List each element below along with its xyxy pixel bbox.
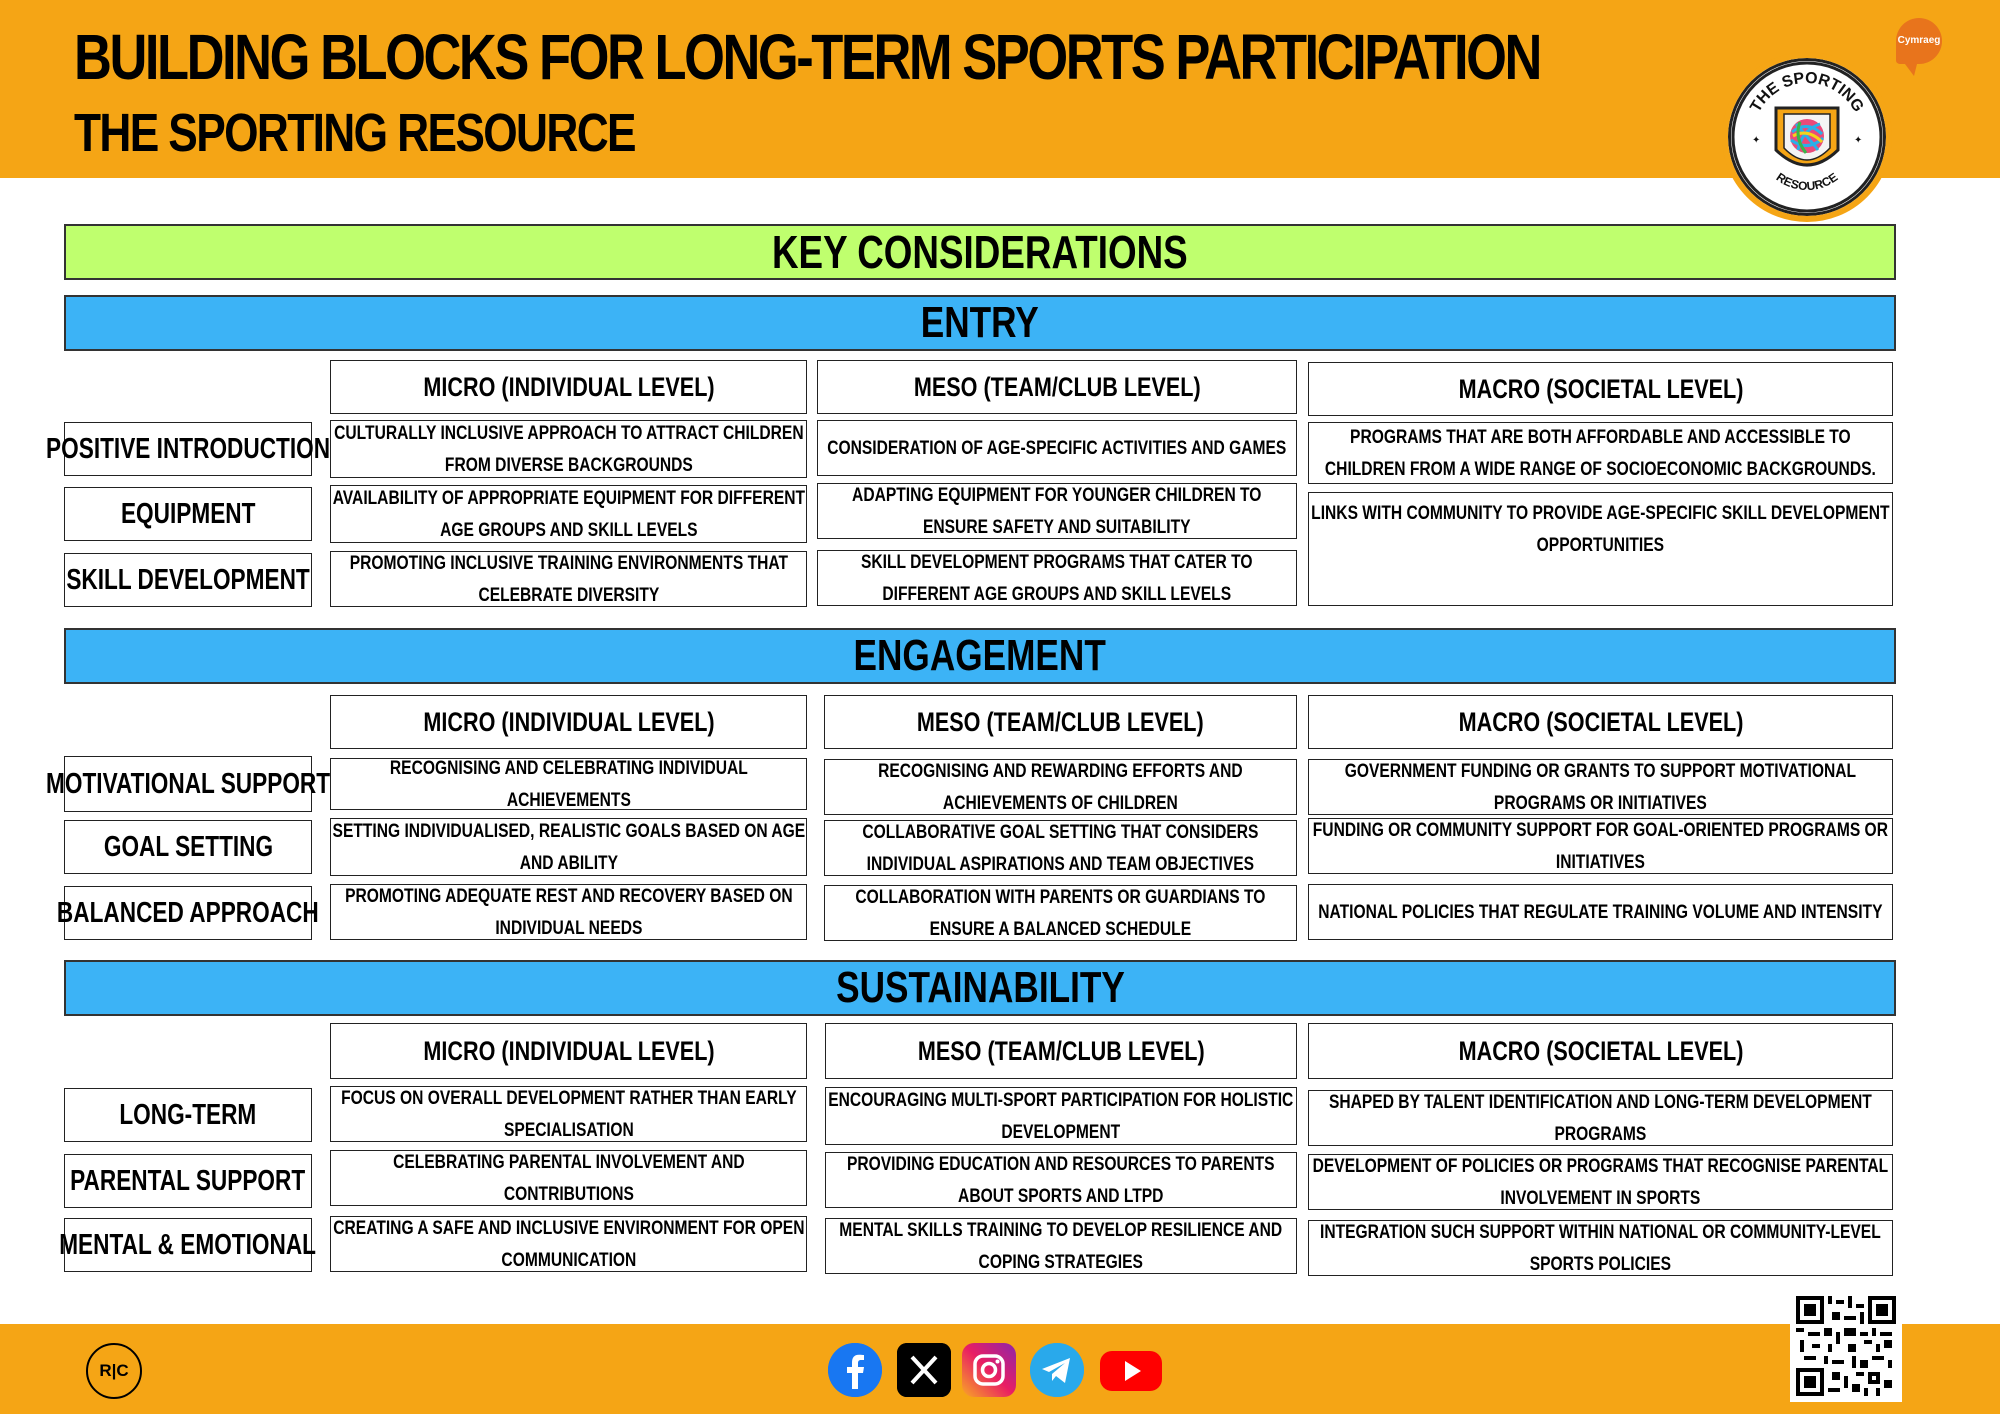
entry-meso-cell: CONSIDERATION OF AGE-SPECIFIC ACTIVITIES AND GAMES bbox=[817, 420, 1297, 476]
key-considerations-heading: KEY CONSIDERATIONS bbox=[64, 224, 1896, 280]
entry-macro-cell: PROGRAMS THAT ARE BOTH AFFORDABLE AND ACCESSIBLE TO CHILDREN FROM A WIDE RANGE OF SOCIOECONOMIC BACKGROUNDS. bbox=[1308, 422, 1893, 484]
sustainability-macro-cell: INTEGRATION SUCH SUPPORT WITHIN NATIONAL OR COMMUNITY-LEVEL SPORTS POLICIES bbox=[1308, 1220, 1893, 1276]
svg-text:✦: ✦ bbox=[1854, 135, 1863, 146]
entry-col-meso: MESO (TEAM/CLUB LEVEL) bbox=[817, 360, 1297, 414]
logo-graphic bbox=[1728, 58, 1886, 216]
engagement-macro-cell: GOVERNMENT FUNDING OR GRANTS TO SUPPORT MOTIVATIONAL PROGRAMS OR INITIATIVES bbox=[1308, 759, 1893, 815]
engagement-micro-cell: RECOGNISING AND CELEBRATING INDIVIDUAL ACHIEVEMENTS bbox=[330, 758, 807, 810]
svg-text:RESOURCE: RESOURCE bbox=[1773, 169, 1841, 194]
entry-row-equipment: EQUIPMENT bbox=[64, 487, 312, 541]
entry-macro-cell: LINKS WITH COMMUNITY TO PROVIDE AGE-SPECIFIC SKILL DEVELOPMENT OPPORTUNITIES bbox=[1308, 492, 1893, 606]
engagement-macro-cell: NATIONAL POLICIES THAT REGULATE TRAINING VOLUME AND INTENSITY bbox=[1308, 884, 1893, 940]
instagram-icon[interactable] bbox=[962, 1343, 1016, 1397]
entry-micro-cell: PROMOTING INCLUSIVE TRAINING ENVIRONMENTS THAT CELEBRATE DIVERSITY bbox=[330, 551, 807, 607]
entry-row-positive-introduction: POSITIVE INTRODUCTION bbox=[64, 422, 312, 476]
engagement-col-macro: MACRO (SOCIETAL LEVEL) bbox=[1308, 695, 1893, 749]
sustainability-row-long-term: LONG-TERM bbox=[64, 1088, 312, 1142]
sustainability-macro-cell: SHAPED BY TALENT IDENTIFICATION AND LONG-TERM DEVELOPMENT PROGRAMS bbox=[1308, 1090, 1893, 1146]
engagement-col-micro: MICRO (INDIVIDUAL LEVEL) bbox=[330, 695, 807, 749]
youtube-icon[interactable] bbox=[1104, 1343, 1158, 1397]
page-title: BUILDING BLOCKS FOR LONG-TERM SPORTS PARTICIPATION bbox=[74, 21, 1540, 93]
engagement-meso-cell: COLLABORATIVE GOAL SETTING THAT CONSIDERS INDIVIDUAL ASPIRATIONS AND TEAM OBJECTIVES bbox=[824, 820, 1297, 876]
facebook-icon[interactable] bbox=[828, 1343, 882, 1397]
language-toggle-label: Cymraeg bbox=[1897, 35, 1941, 46]
engagement-col-meso: MESO (TEAM/CLUB LEVEL) bbox=[824, 695, 1297, 749]
sustainability-meso-cell: ENCOURAGING MULTI-SPORT PARTICIPATION FOR HOLISTIC DEVELOPMENT bbox=[825, 1087, 1297, 1145]
sustainability-row-parental-support: PARENTAL SUPPORT bbox=[64, 1154, 312, 1208]
section-engagement-heading: ENGAGEMENT bbox=[64, 628, 1896, 684]
sustainability-macro-cell: DEVELOPMENT OF POLICIES OR PROGRAMS THAT RECOGNISE PARENTAL INVOLVEMENT IN SPORTS bbox=[1308, 1154, 1893, 1210]
entry-row-skill-development: SKILL DEVELOPMENT bbox=[64, 553, 312, 607]
svg-text:THE SPORTING: THE SPORTING bbox=[1747, 69, 1867, 116]
entry-meso-cell: SKILL DEVELOPMENT PROGRAMS THAT CATER TO DIFFERENT AGE GROUPS AND SKILL LEVELS bbox=[817, 550, 1297, 606]
svg-text:✦: ✦ bbox=[1752, 135, 1761, 146]
entry-col-micro: MICRO (INDIVIDUAL LEVEL) bbox=[330, 360, 807, 414]
x-icon[interactable] bbox=[897, 1343, 951, 1397]
sustainability-meso-cell: MENTAL SKILLS TRAINING TO DEVELOP RESILIENCE AND COPING STRATEGIES bbox=[825, 1218, 1297, 1274]
engagement-micro-cell: PROMOTING ADEQUATE REST AND RECOVERY BASED ON INDIVIDUAL NEEDS bbox=[330, 884, 807, 940]
sustainability-micro-cell: CREATING A SAFE AND INCLUSIVE ENVIRONMENT FOR OPEN COMMUNICATION bbox=[330, 1216, 807, 1272]
entry-micro-cell: CULTURALLY INCLUSIVE APPROACH TO ATTRACT CHILDREN FROM DIVERSE BACKGROUNDS bbox=[330, 420, 807, 478]
sustainability-col-meso: MESO (TEAM/CLUB LEVEL) bbox=[825, 1023, 1297, 1079]
telegram-icon[interactable] bbox=[1030, 1343, 1084, 1397]
engagement-micro-cell: SETTING INDIVIDUALISED, REALISTIC GOALS BASED ON AGE AND ABILITY bbox=[330, 818, 807, 876]
sporting-resource-logo bbox=[1722, 52, 1892, 222]
entry-micro-cell: AVAILABILITY OF APPROPRIATE EQUIPMENT FOR DIFFERENT AGE GROUPS AND SKILL LEVELS bbox=[330, 485, 807, 543]
engagement-row-balanced-approach: BALANCED APPROACH bbox=[64, 886, 312, 940]
sustainability-row-mental-emotional: MENTAL & EMOTIONAL bbox=[64, 1218, 312, 1272]
engagement-meso-cell: RECOGNISING AND REWARDING EFFORTS AND ACHIEVEMENTS OF CHILDREN bbox=[824, 759, 1297, 815]
section-entry-heading: ENTRY bbox=[64, 295, 1896, 351]
sustainability-col-macro: MACRO (SOCIETAL LEVEL) bbox=[1308, 1023, 1893, 1079]
entry-meso-cell: ADAPTING EQUIPMENT FOR YOUNGER CHILDREN TO ENSURE SAFETY AND SUITABILITY bbox=[817, 483, 1297, 539]
rc-mark: R|C bbox=[86, 1343, 142, 1399]
sustainability-meso-cell: PROVIDING EDUCATION AND RESOURCES TO PARENTS ABOUT SPORTS AND LTPD bbox=[825, 1152, 1297, 1208]
section-sustainability-heading: SUSTAINABILITY bbox=[64, 960, 1896, 1016]
language-toggle-button[interactable] bbox=[1896, 18, 1942, 64]
entry-col-macro: MACRO (SOCIETAL LEVEL) bbox=[1308, 362, 1893, 416]
page-subtitle: THE SPORTING RESOURCE bbox=[74, 103, 635, 163]
engagement-macro-cell: FUNDING OR COMMUNITY SUPPORT FOR GOAL-ORIENTED PROGRAMS OR INITIATIVES bbox=[1308, 818, 1893, 874]
engagement-meso-cell: COLLABORATION WITH PARENTS OR GUARDIANS TO ENSURE A BALANCED SCHEDULE bbox=[824, 885, 1297, 941]
sustainability-col-micro: MICRO (INDIVIDUAL LEVEL) bbox=[330, 1023, 807, 1079]
sustainability-micro-cell: FOCUS ON OVERALL DEVELOPMENT RATHER THAN EARLY SPECIALISATION bbox=[330, 1086, 807, 1142]
qr-code bbox=[1790, 1290, 1902, 1402]
engagement-row-goal-setting: GOAL SETTING bbox=[64, 820, 312, 874]
sustainability-micro-cell: CELEBRATING PARENTAL INVOLVEMENT AND CONTRIBUTIONS bbox=[330, 1150, 807, 1206]
engagement-row-motivational-support: MOTIVATIONAL SUPPORT bbox=[64, 756, 312, 812]
